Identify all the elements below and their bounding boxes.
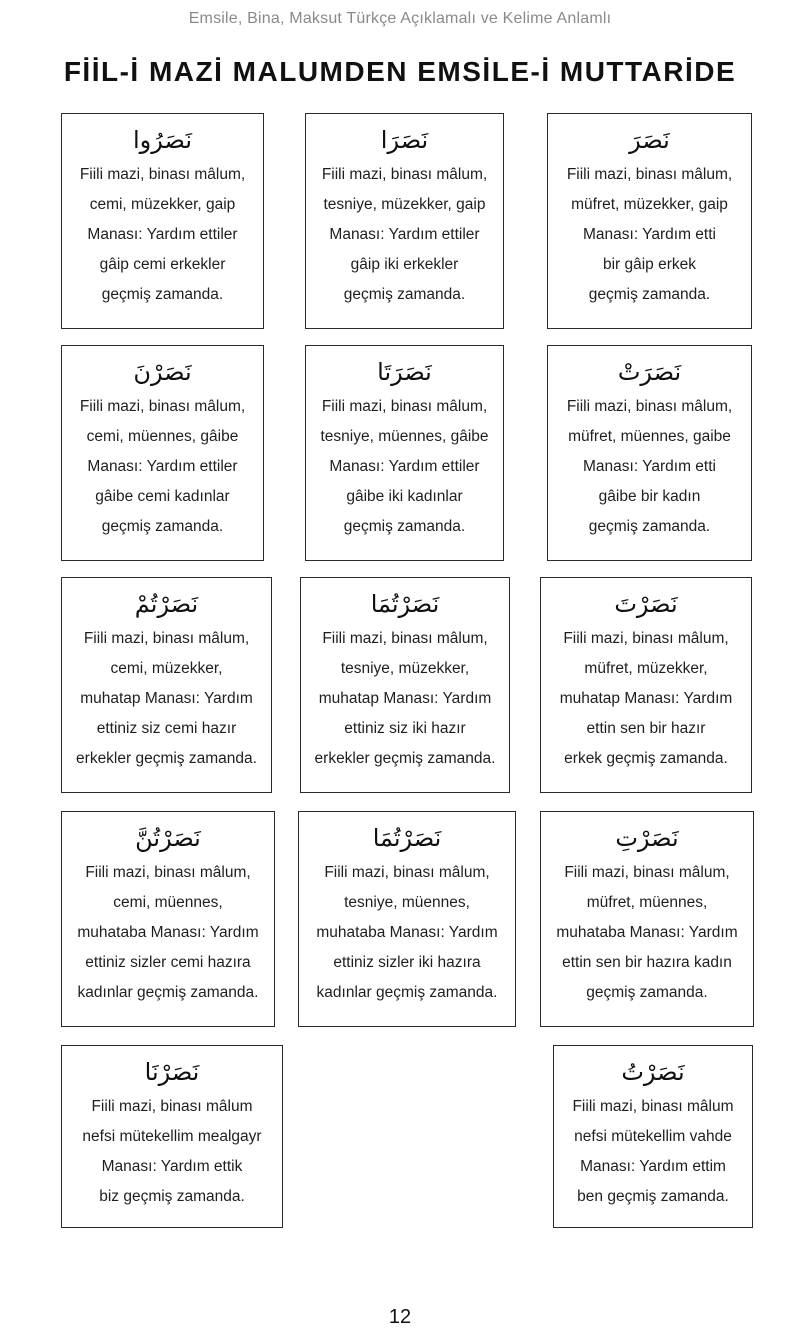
card-nasarna-we bbox=[61, 1045, 283, 1228]
card-line: Manası: Yardım etti bbox=[583, 458, 716, 475]
card-line: tesniye, müzekker, gaip bbox=[323, 196, 486, 213]
card-line: Fiili mazi, binası mâlum, bbox=[566, 398, 733, 415]
card-line: Manası: Yardım ettiler bbox=[329, 226, 480, 243]
card-line: erkekler geçmiş zamanda. bbox=[314, 750, 496, 767]
card-line: Fiili mazi, binası mâlum, bbox=[566, 166, 733, 183]
card-line: muhatap Manası: Yardım bbox=[80, 690, 253, 707]
card-line: Manası: Yardım ettiler bbox=[87, 226, 238, 243]
card-nasarti bbox=[540, 811, 754, 1027]
page-number: 12 bbox=[388, 1306, 412, 1328]
card-line: Manası: Yardım ettiler bbox=[87, 458, 238, 475]
arabic-word: نَصَرَتَا bbox=[377, 358, 432, 386]
card-line: cemi, müennes, gâibe bbox=[86, 428, 239, 445]
page-title: FİİL-İ MAZİ MALUMDEN EMSİLE-İ MUTTARİDE bbox=[63, 56, 737, 87]
card-line: tesniye, müennes, bbox=[344, 894, 470, 911]
card-line: geçmiş zamanda. bbox=[101, 286, 224, 303]
card-line: Fiili mazi, binası mâlum, bbox=[324, 864, 490, 881]
card-line: geçmiş zamanda. bbox=[343, 286, 466, 303]
card-line: ben geçmiş zamanda. bbox=[577, 1188, 729, 1205]
card-line: cemi, müzekker, bbox=[110, 660, 223, 677]
card-nasaru bbox=[61, 113, 264, 329]
card-nasarta bbox=[540, 577, 752, 793]
card-nasarna bbox=[61, 345, 264, 561]
card-line: muhataba Manası: Yardım bbox=[77, 924, 259, 941]
card-line: erkek geçmiş zamanda. bbox=[564, 750, 728, 767]
card-line: Fiili mazi, binası mâlum bbox=[572, 1098, 734, 1115]
arabic-word: نَصَرْتَ bbox=[614, 590, 678, 618]
card-line: ettiniz siz iki hazır bbox=[344, 720, 466, 737]
card-line: muhataba Manası: Yardım bbox=[316, 924, 498, 941]
arabic-word: نَصَرْنَ bbox=[133, 358, 192, 386]
card-line: geçmiş zamanda. bbox=[101, 518, 224, 535]
card-line: Manası: Yardım ettim bbox=[580, 1158, 726, 1175]
card-line: Fiili mazi, binası mâlum, bbox=[85, 864, 251, 881]
card-line: ettin sen bir hazır bbox=[586, 720, 706, 737]
card-line: kadınlar geçmiş zamanda. bbox=[316, 984, 498, 1001]
card-line: gâip cemi erkekler bbox=[99, 256, 226, 273]
arabic-word: نَصَرَ bbox=[629, 126, 670, 154]
card-line: bir gâip erkek bbox=[602, 256, 697, 273]
arabic-word: نَصَرْتِ bbox=[615, 824, 679, 852]
card-line: Fiili mazi, binası mâlum, bbox=[321, 398, 488, 415]
card-line: muhataba Manası: Yardım bbox=[556, 924, 738, 941]
card-nasartuma-masc bbox=[300, 577, 510, 793]
card-line: Fiili mazi, binası mâlum, bbox=[79, 398, 246, 415]
card-nasara-dual bbox=[305, 113, 504, 329]
card-line: gâibe cemi kadınlar bbox=[95, 488, 230, 505]
card-line: Manası: Yardım etti bbox=[583, 226, 716, 243]
card-line: Fiili mazi, binası mâlum, bbox=[321, 166, 488, 183]
card-line: gâip iki erkekler bbox=[350, 256, 459, 273]
arabic-word: نَصَرْتُنَّ bbox=[135, 824, 201, 852]
card-line: Manası: Yardım ettik bbox=[101, 1158, 243, 1175]
card-line: Fiili mazi, binası mâlum, bbox=[564, 864, 730, 881]
card-line: kadınlar geçmiş zamanda. bbox=[77, 984, 259, 1001]
arabic-word: نَصَرُوا bbox=[133, 126, 192, 154]
card-line: Fiili mazi, binası mâlum, bbox=[563, 630, 729, 647]
card-line: müfret, müennes, gaibe bbox=[568, 428, 731, 445]
card-line: geçmiş zamanda. bbox=[588, 518, 711, 535]
card-line: Fiili mazi, binası mâlum, bbox=[83, 630, 250, 647]
arabic-word: نَصَرْتُ bbox=[621, 1058, 685, 1086]
running-header: Emsile, Bina, Maksut Türkçe Açıklamalı ve Kelime Anlamlı bbox=[188, 10, 612, 27]
card-line: tesniye, müennes, gâibe bbox=[320, 428, 489, 445]
card-line: geçmiş zamanda. bbox=[588, 286, 711, 303]
card-nasarata bbox=[305, 345, 504, 561]
card-line: müfret, müzekker, bbox=[584, 660, 708, 677]
arabic-word: نَصَرْنَا bbox=[144, 1058, 200, 1086]
card-nasara bbox=[547, 113, 752, 329]
card-line: Fiili mazi, binası mâlum, bbox=[322, 630, 488, 647]
card-nasarat bbox=[547, 345, 752, 561]
card-line: muhatap Manası: Yardım bbox=[318, 690, 492, 707]
card-nasartum bbox=[61, 577, 272, 793]
card-line: müfret, müennes, bbox=[586, 894, 708, 911]
card-line: geçmiş zamanda. bbox=[586, 984, 708, 1001]
card-line: geçmiş zamanda. bbox=[343, 518, 466, 535]
arabic-word: نَصَرْتُمَا bbox=[370, 590, 440, 618]
card-line: muhatap Manası: Yardım bbox=[559, 690, 733, 707]
card-nasartuma-fem bbox=[298, 811, 516, 1027]
card-line: Fiili mazi, binası mâlum bbox=[91, 1098, 253, 1115]
card-line: Fiili mazi, binası mâlum, bbox=[79, 166, 246, 183]
card-line: cemi, müennes, bbox=[113, 894, 223, 911]
card-nasartu bbox=[553, 1045, 753, 1228]
card-line: biz geçmiş zamanda. bbox=[99, 1188, 245, 1205]
card-line: nefsi mütekellim mealgayr bbox=[82, 1128, 262, 1145]
card-line: gâibe bir kadın bbox=[598, 488, 701, 505]
arabic-word: نَصَرَا bbox=[380, 126, 429, 154]
arabic-word: نَصَرَتْ bbox=[617, 358, 682, 386]
card-line: erkekler geçmiş zamanda. bbox=[76, 750, 257, 767]
card-line: ettiniz sizler iki hazıra bbox=[333, 954, 481, 971]
card-line: nefsi mütekellim vahde bbox=[574, 1128, 732, 1145]
card-line: gâibe iki kadınlar bbox=[346, 488, 463, 505]
card-line: Manası: Yardım ettiler bbox=[329, 458, 480, 475]
card-line: ettin sen bir hazıra kadın bbox=[562, 954, 732, 971]
card-line: ettiniz siz cemi hazır bbox=[96, 720, 237, 737]
card-line: ettiniz sizler cemi hazıra bbox=[85, 954, 251, 971]
card-nasartunna bbox=[61, 811, 275, 1027]
arabic-word: نَصَرْتُمَا bbox=[372, 824, 442, 852]
card-line: müfret, müzekker, gaip bbox=[571, 196, 728, 213]
card-line: tesniye, müzekker, bbox=[340, 660, 470, 677]
arabic-word: نَصَرْتُمْ bbox=[134, 590, 199, 618]
card-line: cemi, müzekker, gaip bbox=[89, 196, 236, 213]
